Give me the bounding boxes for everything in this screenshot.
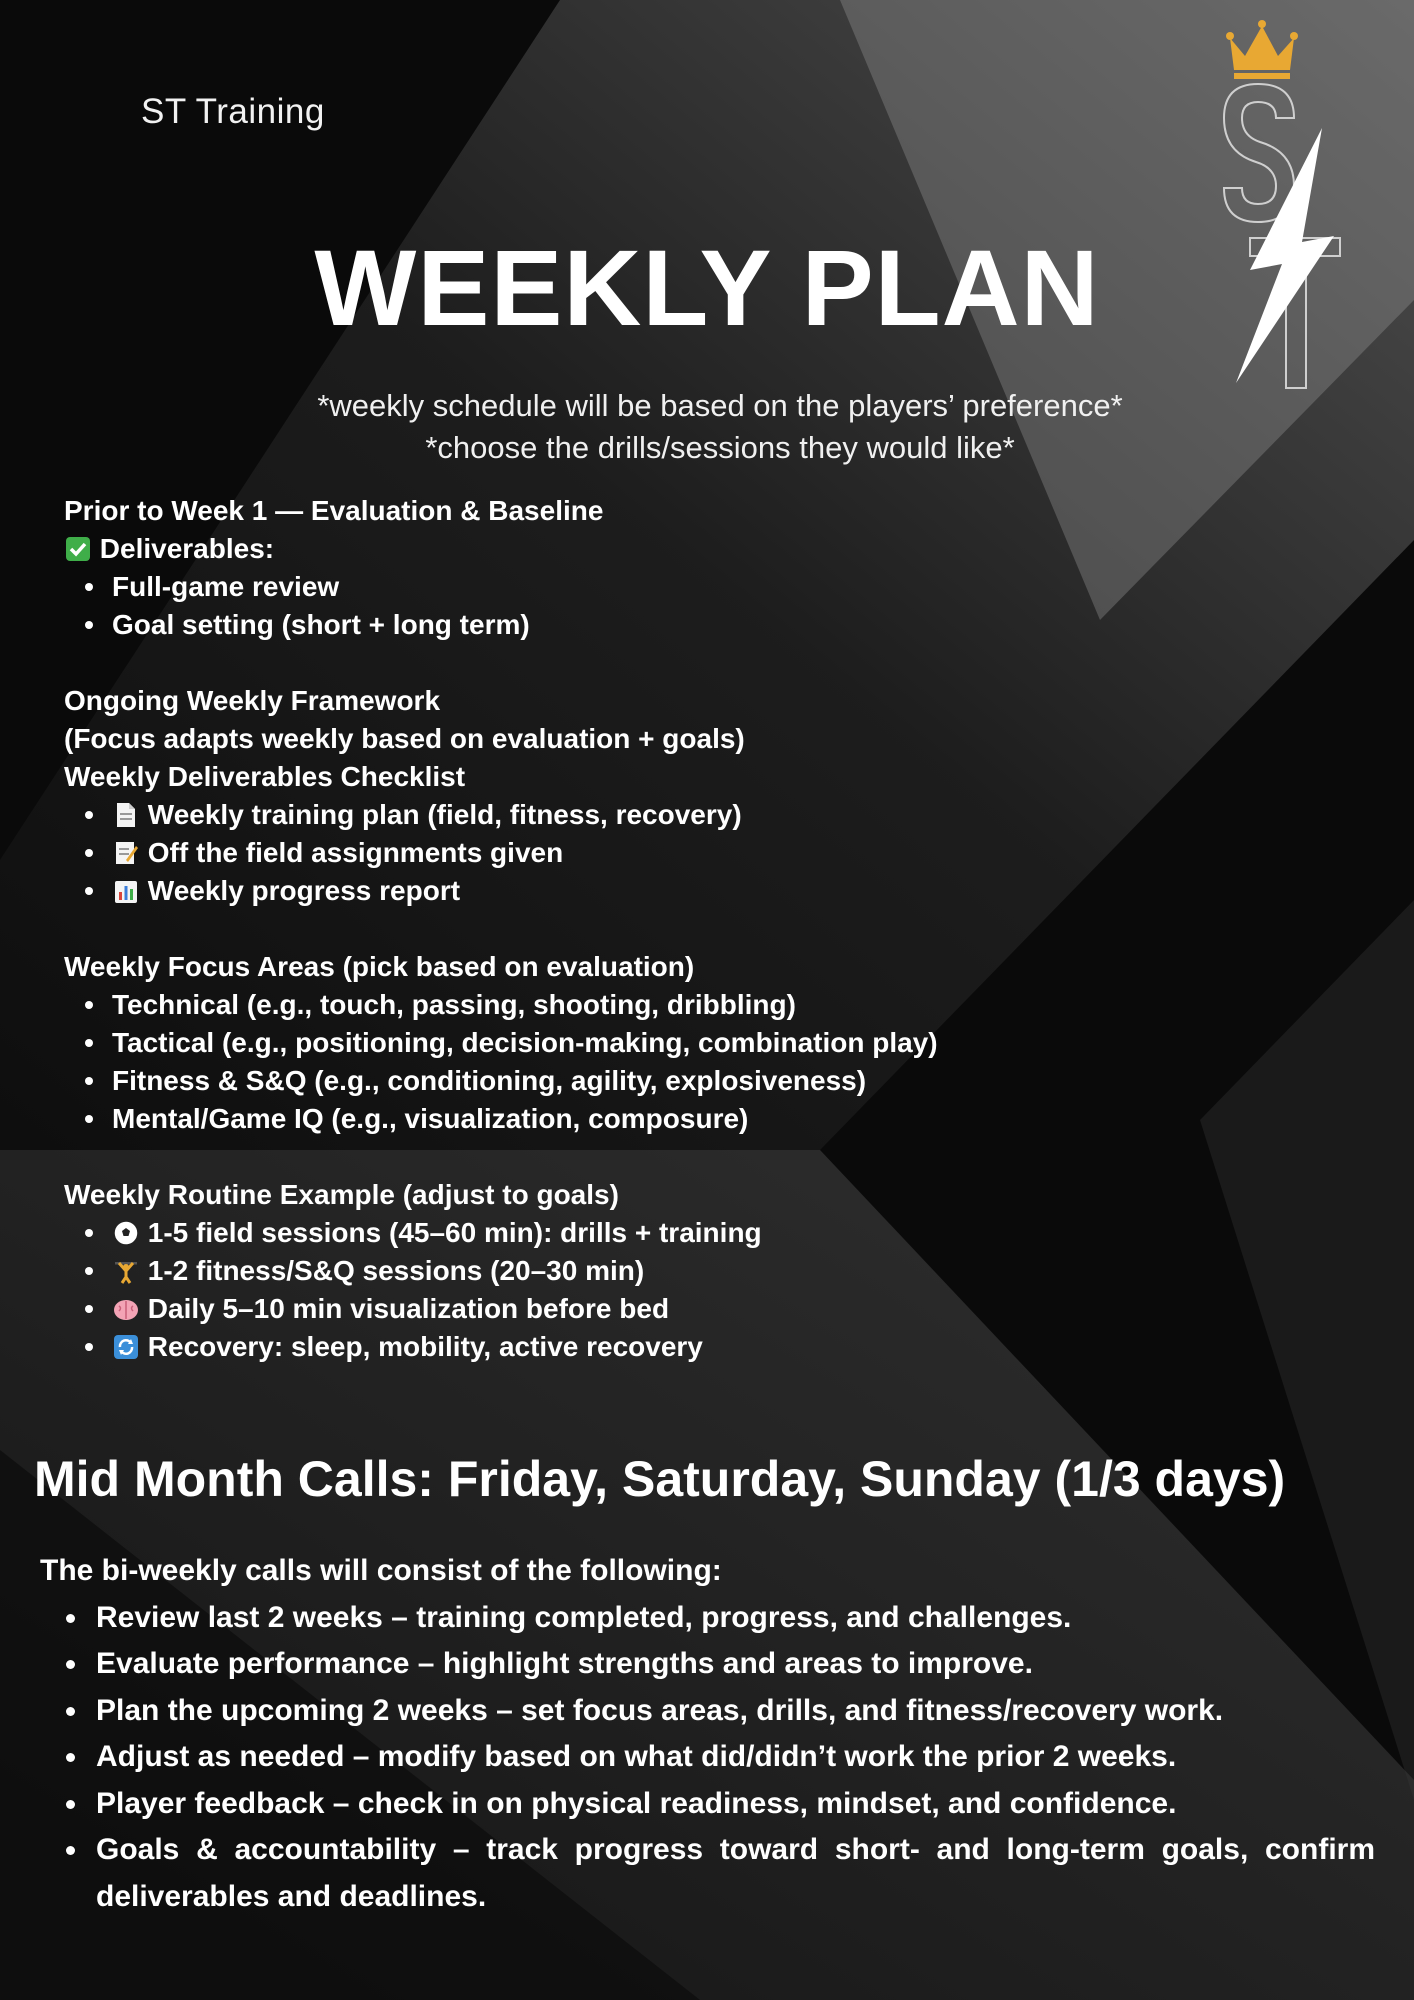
list-item (112, 872, 1164, 910)
calls-list (40, 1595, 1375, 1921)
list-item: Review last 2 weeks – training completed, progress, and challenges. (96, 1595, 1375, 1642)
prior-list (64, 568, 1164, 644)
focus-heading: Weekly Focus Areas (pick based on evaluation) (64, 951, 695, 982)
list-item (112, 1290, 1164, 1328)
check-mark-icon (64, 530, 92, 568)
subtitle-line-1: *weekly schedule will be based on the players’ preference* (317, 388, 1123, 423)
mid-month-heading: Mid Month Calls: Friday, Saturday, Sunday (1/3 days) (34, 1451, 1286, 1507)
deliverables-line (64, 530, 1164, 568)
subtitle-line-2: *choose the drills/sessions they would like* (425, 430, 1015, 465)
checklist-heading: Weekly Deliverables Checklist (64, 761, 466, 792)
list-item: Technical (e.g., touch, passing, shooting, dribbling) (112, 986, 1164, 1024)
brand-name: ST Training (141, 92, 325, 131)
routine-list (64, 1214, 1164, 1366)
list-item (112, 834, 1164, 872)
list-item: Goal setting (short + long term) (112, 606, 1164, 644)
list-item: Mental/Game IQ (e.g., visualization, composure) (112, 1100, 1164, 1138)
plan-content (64, 492, 1164, 1366)
crown-icon (1226, 20, 1298, 79)
list-item (112, 1252, 1164, 1290)
list-item-text: Daily 5–10 min visualization before bed (147, 1293, 670, 1324)
list-item: Goals & accountability – track progress toward short- and long-term goals, confirm deliverables and deadlines. (96, 1827, 1375, 1920)
list-item-text: Recovery: sleep, mobility, active recovery (147, 1331, 703, 1362)
document-icon (112, 796, 140, 834)
list-item-text: Weekly training plan (field, fitness, recovery) (147, 799, 742, 830)
recycle-arrows-icon (112, 1328, 140, 1366)
routine-heading: Weekly Routine Example (adjust to goals) (64, 1179, 619, 1210)
list-item: Tactical (e.g., positioning, decision-making, combination play) (112, 1024, 1164, 1062)
page-title: WEEKLY PLAN (314, 227, 1100, 348)
brain-icon (112, 1290, 140, 1328)
list-item (112, 796, 1164, 834)
memo-icon (112, 834, 140, 872)
list-item: Plan the upcoming 2 weeks – set focus areas, drills, and fitness/recovery work. (96, 1688, 1375, 1735)
list-item-text: 1-5 field sessions (45–60 min): drills + training (147, 1217, 762, 1248)
list-item-text: Off the field assignments given (147, 837, 564, 868)
checklist-list (64, 796, 1164, 910)
soccer-ball-icon (112, 1214, 140, 1252)
mid-month-calls (40, 1548, 1375, 1920)
list-item (112, 1328, 1164, 1366)
list-item-text: 1-2 fitness/S&Q sessions (20–30 min) (147, 1255, 645, 1286)
prior-heading: Prior to Week 1 — Evaluation & Baseline (64, 495, 604, 526)
list-item: Full-game review (112, 568, 1164, 606)
deliverables-label: Deliverables: (99, 533, 275, 564)
list-item (112, 1214, 1164, 1252)
list-item-text: Weekly progress report (147, 875, 461, 906)
framework-note: (Focus adapts weekly based on evaluation + goals) (64, 723, 745, 754)
calls-intro: The bi-weekly calls will consist of the following: (40, 1554, 722, 1587)
bar-chart-icon (112, 872, 140, 910)
weightlifter-icon (112, 1252, 140, 1290)
focus-list (64, 986, 1164, 1138)
list-item: Player feedback – check in on physical readiness, mindset, and confidence. (96, 1781, 1375, 1828)
list-item: Evaluate performance – highlight strengths and areas to improve. (96, 1641, 1375, 1688)
list-item: Fitness & S&Q (e.g., conditioning, agility, explosiveness) (112, 1062, 1164, 1100)
list-item: Adjust as needed – modify based on what did/didn’t work the prior 2 weeks. (96, 1734, 1375, 1781)
framework-heading: Ongoing Weekly Framework (64, 685, 441, 716)
